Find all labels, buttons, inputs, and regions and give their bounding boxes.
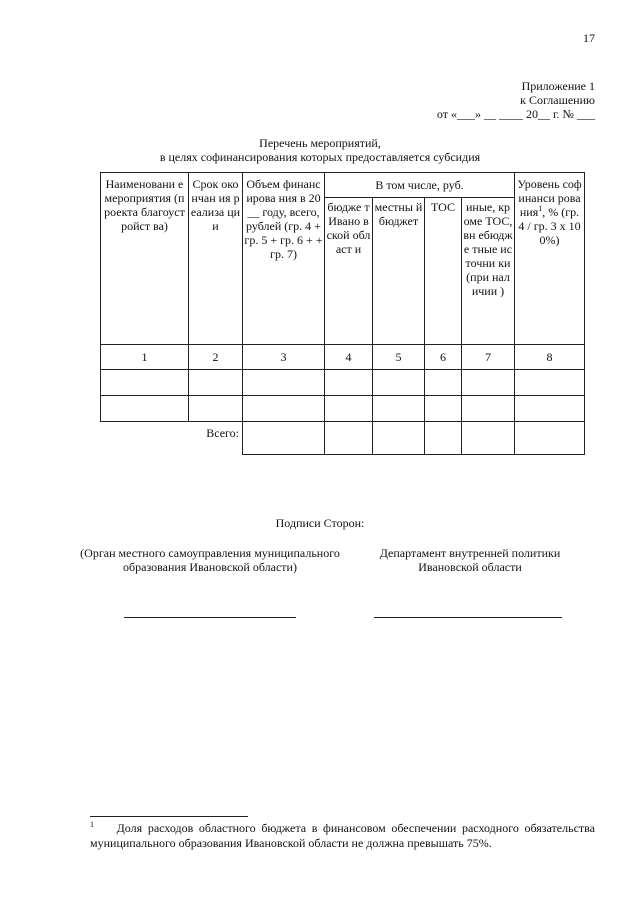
annex-line-3: от «___» __ ____ 20__ г. № ___ (436, 107, 595, 121)
header-funding-volume: Объем финансирова ния в 20__ году, всего, рублей (гр. 4 + гр. 5 + гр. 6 + +гр. 7) (243, 173, 325, 345)
header-other-sources: иные, кроме ТОС,вн ебюдже тные источни ки (при наличии ) (462, 198, 515, 345)
table-row (101, 396, 585, 422)
header-activity-name: Наименовани е мероприятия (проекта благоустройст ва) (101, 173, 189, 345)
page-number: 17 (583, 31, 595, 45)
annex-line-1: Приложение 1 (521, 79, 595, 93)
header-tos: ТОС (425, 198, 462, 345)
header-regional-budget: бюдже т Ивано вской област и (325, 198, 373, 345)
table-cell[interactable] (101, 370, 189, 396)
table-cell[interactable] (425, 396, 462, 422)
header-cofinancing-level (515, 173, 585, 345)
column-number: 6 (425, 345, 462, 370)
total-cell[interactable] (462, 422, 515, 455)
column-number: 5 (373, 345, 425, 370)
title-line-1: Перечень мероприятий, (259, 136, 381, 150)
total-cell[interactable] (243, 422, 325, 455)
total-cell[interactable] (373, 422, 425, 455)
signature-right-party: Департамент внутренней политики Ивановской области (379, 546, 561, 574)
activities-table (100, 172, 585, 455)
total-cell[interactable] (515, 422, 585, 455)
total-cell[interactable] (325, 422, 373, 455)
signature-line-left (124, 617, 296, 618)
footnote (90, 821, 595, 851)
total-cell[interactable] (425, 422, 462, 455)
table-cell[interactable] (462, 396, 515, 422)
table-cell[interactable] (325, 396, 373, 422)
footnote-marker: 1 (90, 820, 94, 829)
table-cell[interactable] (189, 396, 243, 422)
column-number: 7 (462, 345, 515, 370)
table-cell[interactable] (189, 370, 243, 396)
column-numbers-row (101, 345, 585, 370)
signature-left-party: (Орган местного самоуправления муниципального образования Ивановской области) (80, 546, 340, 574)
table-cell[interactable] (243, 370, 325, 396)
footnote-ref: 1 (538, 204, 543, 213)
table-cell[interactable] (325, 370, 373, 396)
annex-line-2: к Соглашению (520, 93, 595, 107)
header-local-budget: местны й бюджет (373, 198, 425, 345)
column-number: 2 (189, 345, 243, 370)
signature-line-right (374, 617, 562, 618)
table-cell[interactable] (101, 396, 189, 422)
table-cell[interactable] (373, 370, 425, 396)
column-number: 3 (243, 345, 325, 370)
column-number: 8 (515, 345, 585, 370)
column-number: 1 (101, 345, 189, 370)
footnote-separator (90, 816, 248, 817)
table-row (101, 370, 585, 396)
annex-header (437, 79, 595, 121)
header-row-1 (101, 173, 585, 198)
total-label: Всего: (206, 426, 239, 440)
table-cell[interactable] (462, 370, 515, 396)
table-cell[interactable] (515, 396, 585, 422)
title-line-2: в целях софинансирования которых предоставляется субсидия (159, 150, 481, 164)
table-cell[interactable] (373, 396, 425, 422)
table-cell[interactable] (243, 396, 325, 422)
cofinancing-formula: , % (гр. 4 / гр. 3 х 100%) (518, 205, 581, 247)
column-number: 4 (325, 345, 373, 370)
footnote-text: Доля расходов областного бюджета в финансовом обеспечении расходного обязательства муниципального образования Ивановской области не должна превышать 75%. (90, 821, 595, 850)
table-cell[interactable] (515, 370, 585, 396)
cofinancing-label: Уровень софинанси рования (517, 177, 582, 219)
signatures-title: Подписи Сторон: (275, 516, 365, 530)
table-cell[interactable] (425, 370, 462, 396)
total-row (101, 422, 585, 455)
header-deadline: Срок окончан ия реализа ции (189, 173, 243, 345)
document-title (0, 136, 640, 164)
header-including: В том числе, руб. (325, 173, 515, 198)
